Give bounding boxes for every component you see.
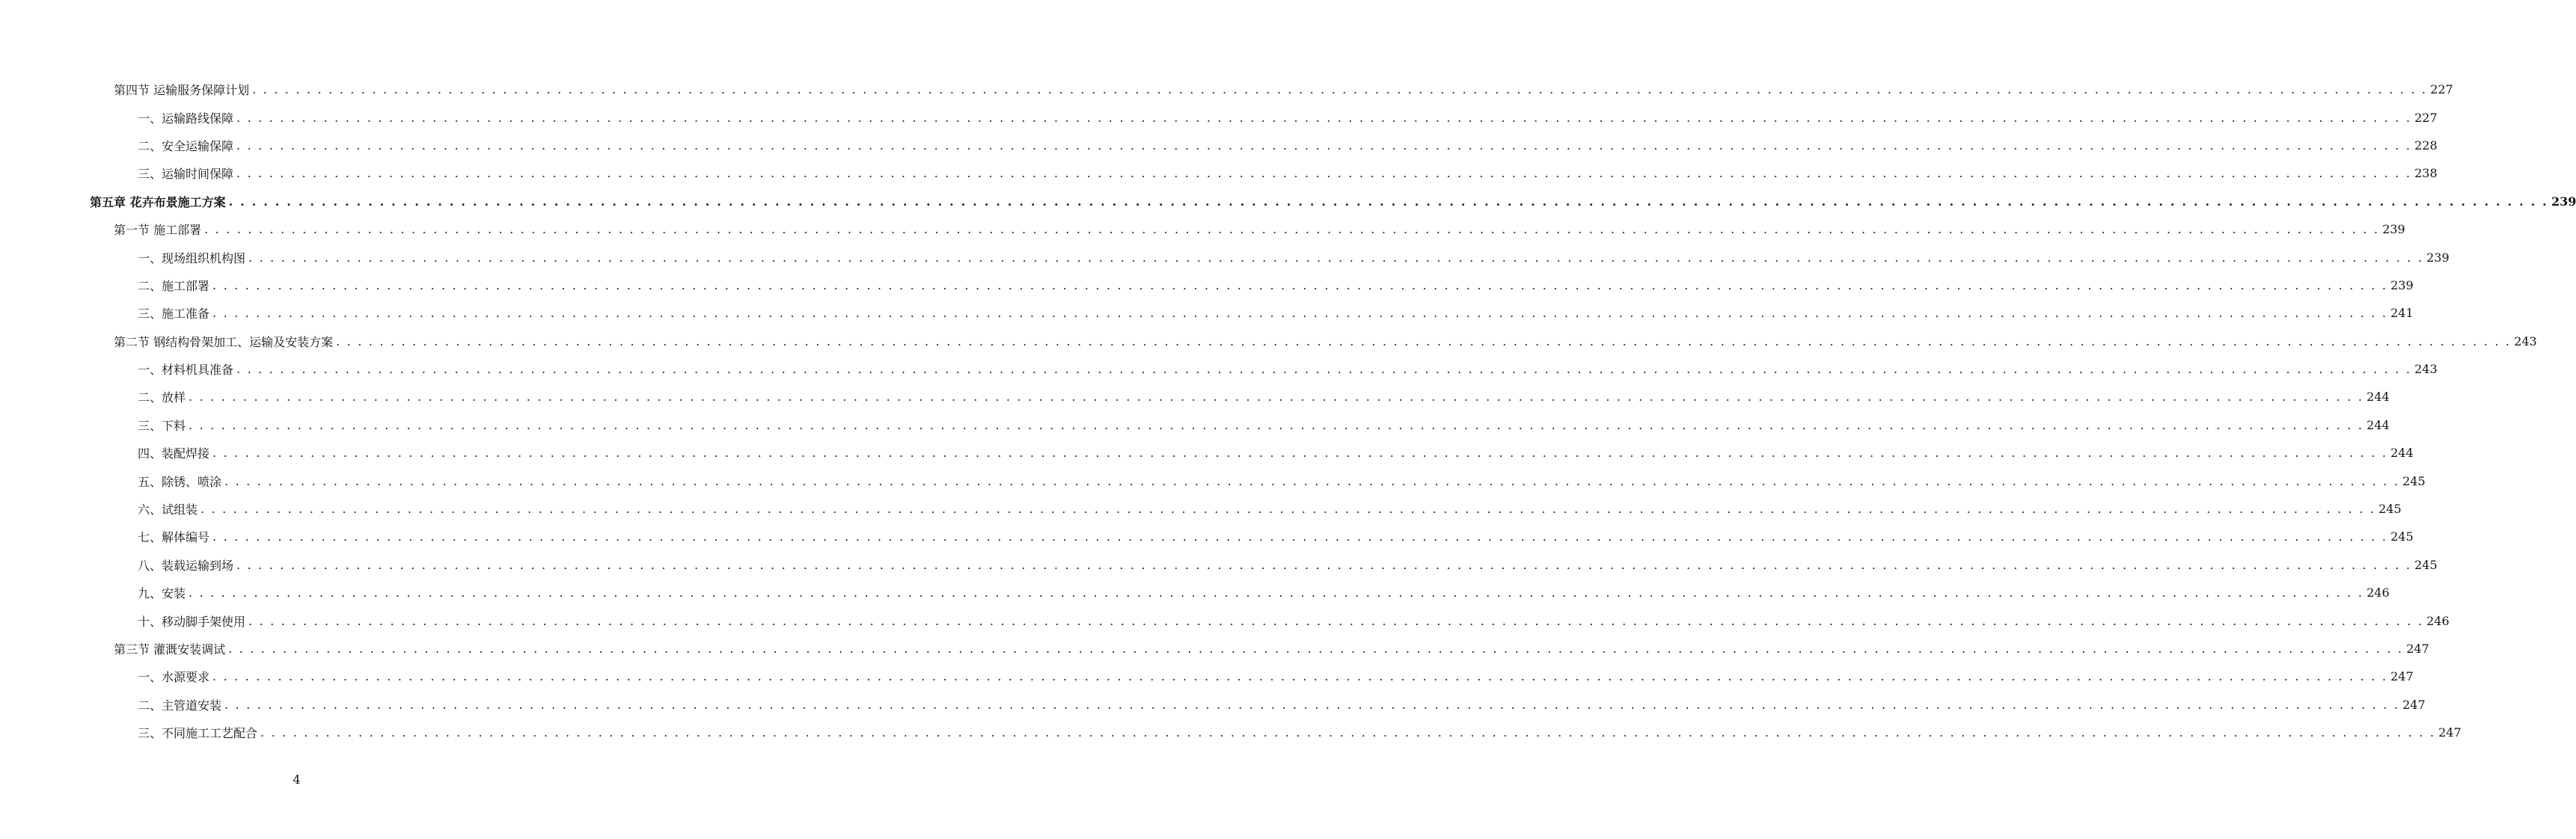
- toc-entry-item[interactable]: [0, 103, 2438, 131]
- toc-entry-item[interactable]: [0, 579, 2390, 606]
- toc-dot-leader: . . . . . . . . . . . . . . . . . . . . . . . . . . . . . . . . . . . . . . . . . . . . . . . . . . . . . . . . . . . . . . . . . . . . . . . . . . . . . . . . . . . . . . . . . . . . . . . . . . . . . . . . . . . . . . . . . . . . . . . . . . . . . . . . . . . . . . . . . . . . . . . . . . . . . . . . . . . . . . . . . . . . . . . . . . . . . . . . . . . . . . . . . . . . . . . . . . . . . . . .: [336, 334, 2512, 348]
- toc-entry-title: 三、运输时间保障: [138, 167, 234, 182]
- toc-entry-page: 244: [2367, 390, 2390, 405]
- toc-entry-item[interactable]: [0, 159, 2438, 187]
- toc-entry-title: 一、材料机具准备: [138, 363, 234, 378]
- toc-entry-page: 245: [2402, 473, 2426, 488]
- toc-entry-item[interactable]: [0, 719, 2462, 746]
- toc-entry-page: 243: [2514, 334, 2537, 348]
- toc-entry-page: 227: [2430, 82, 2453, 97]
- toc-entry-title: 七、解体编号: [138, 530, 210, 545]
- toc-entry-chapter[interactable]: [0, 188, 2576, 215]
- toc-entry-section[interactable]: [0, 215, 2405, 243]
- toc-entry-section[interactable]: [0, 635, 2429, 663]
- toc-dot-leader: . . . . . . . . . . . . . . . . . . . . . . . . . . . . . . . . . . . . . . . . . . . . . . . . . . . . . . . . . . . . . . . . . . . . . . . . . . . . . . . . . . . . . . . . . . . . . . . . . . . . . . . . . . . . . . . . . . . . . . . . . . . . . . . . . . . . . . . . . . . . . . . . . . . . . . . . . . . . . . . . . . . . . . . . . . . . . . . . . . . . . . . . . . . . . . . . . . . . . . . .: [204, 222, 2380, 237]
- toc-entry-title: 十、移动脚手架使用: [138, 614, 246, 629]
- toc-entry-page: 247: [2402, 697, 2426, 712]
- toc-entry-page: 247: [2390, 669, 2414, 684]
- toc-dot-leader: . . . . . . . . . . . . . . . . . . . . . . . . . . . . . . . . . . . . . . . . . . . . . . . . . . . . . . . . . . . . . . . . . . . . . . . . . . . . . . . . . . . . . . . . . . . . . . . . . . . . . . . . . . . . . . . . . . . . . . . . . . . . . . . . . . . . . . . . . . . . . . . . . . . . . . . . . . . . . . . . . . . . . . . . . . . . . . . . . . . . . . . . . . . . . . . . . . . . . . . .: [189, 390, 2364, 405]
- toc-entry-item[interactable]: [0, 271, 2414, 299]
- toc-entry-title: 一、水源要求: [138, 670, 210, 685]
- toc-dot-leader: . . . . . . . . . . . . . . . . . . . . . . . . . . . . . . . . . . . . . . . . . . . . . . . . . . . . . . . . . . . . . . . . . . . . . . . . . . . . . . . . . . . . . . . . . . . . . . . . . . . . . . . . . . . . . . . . . . . . . . . . . . . . . . . . . . . . . . . . . . . . . . . . . . . . . . . . . . . . . . . . . . . . . . . . . . . . . . . . . . . . . . . . . . . . . . . . . . . . . . . .: [212, 446, 2388, 461]
- toc-dot-leader: . . . . . . . . . . . . . . . . . . . . . . . . . . . . . . . . . . . . . . . . . . . . . . . . . . . . . . . . . . . . . . . . . . . . . . . . . . . . . . . . . . . . . . . . . . . . . . . . . . . . . . . . . . . . . . . . . . . . . . . . . . . . . . . . . . . . . . . . . . . . . . . . . . . . . . . . . . . . . . . . . . . . . . . . . . . . . . . . . . . . . . . . . . . . . . . . . . . . . . . .: [236, 166, 2412, 181]
- toc-entry-title: 二、主管道安装: [138, 698, 222, 713]
- toc-entry-item[interactable]: [0, 355, 2438, 383]
- toc-entry-title: 三、施工准备: [138, 307, 210, 322]
- toc-entry-title: 二、安全运输保障: [138, 138, 234, 153]
- toc-entry-page: 239: [2390, 277, 2414, 292]
- toc-dot-leader: . . . . . . . . . . . . . . . . . . . . . . . . . . . . . . . . . . . . . . . . . . . . . . . . . . . . . . . . . . . . . . . . . . . . . . . . . . . . . . . . . . . . . . . . . . . . . . . . . . . . . . . . . . . . . . . . . . . . . . . . . . . . . . . . . . . . . . . . . . . . . . . . . . . . . . . . . . . . . . . . . . . . . . . . . . . . . . . . . . . . . . . . . . . . . . . . . . . . . . . .: [201, 502, 2376, 517]
- toc-entry-title: 一、运输路线保障: [138, 111, 234, 126]
- toc-entry-item[interactable]: [0, 132, 2438, 159]
- toc-entry-page: 247: [2406, 642, 2429, 656]
- toc-entry-page: 245: [2414, 557, 2438, 572]
- toc-dot-leader: . . . . . . . . . . . . . . . . . . . . . . . . . . . . . . . . . . . . . . . . . . . . . . . . . . . . . . . . . . . . . . . . . . . . . . . . . . . . . . . . . . . . . . . . . . . . . . . . . . . . . . . . . . . . . . . . . . . . . . . . . . . . . . . . . . . . . . . . . . . . . . . . . . . . . . . . . . . . . . . . . . . . . . . . . . . . . . . . . . . . . . . . . . . . . . . . . . . . . . . .: [236, 138, 2412, 153]
- toc-entry-item[interactable]: [0, 495, 2402, 523]
- toc-entry-title: 八、装载运输到场: [138, 558, 234, 573]
- toc-dot-leader: . . . . . . . . . . . . . . . . . . . . . . . . . . . . . . . . . . . . . . . . . . . . . . . . . . . . . . . . . . . . . . . . . . . . . . . . . . . . . . . . . . . . . . . . . . . . . . . . . . . . . . . . . . . . . . . . . . . . . . . . . . . . . . . . . . . . . . . . . . . . . . . . . . . . . . . . . . . . . . . . . . . . . . . . . . . . . . . . . . . . . . . . . . . . . . . . . . . . . . . .: [212, 277, 2388, 292]
- toc-entry-page: 246: [2367, 586, 2390, 600]
- toc-dot-leader: . . . . . . . . . . . . . . . . . . . . . . . . . . . . . . . . . . . . . . . . . . . . . . . . . . . . . . . . . . . . . . . . . . . . . . . . . . . . . . . . . . . . . . . . . . . . . . . . . . . . . . . . . . . . . . . . . . . . . . . . . . . . . . . . . . . . . . . . . . . . . . . . . . . . . . . . . . . . . . . . . . . . . . . . . . . . . . . . . . . . . . . . . . . . . . . . . . . . . . . .: [252, 82, 2428, 97]
- toc-entry-page: 244: [2367, 417, 2390, 432]
- toc-entry-title: 四、装配焊接: [138, 446, 210, 461]
- toc-dot-leader: . . . . . . . . . . . . . . . . . . . . . . . . . . . . . . . . . . . . . . . . . . . . . . . . . . . . . . . . . . . . . . . . . . . . . . . . . . . . . . . . . . . . . . . . . . . . . . . . . . . . . . . . . . . . . . . . . . . . . . . . . . . . . . . . . . . . . . . . . . . . . . . . . . . . . . . . . . . . . . . . . . . . . . . . . . . . . . . . . . . . . . . . . . . . . . . . . . . . . . . .: [224, 473, 2400, 488]
- toc-entry-title: 六、试组装: [138, 503, 198, 517]
- toc-entry-page: 241: [2390, 306, 2414, 321]
- toc-entry-title: 五、除锈、喷涂: [138, 474, 222, 489]
- toc-entry-section[interactable]: [0, 328, 2537, 355]
- toc-entry-page: 227: [2414, 110, 2438, 125]
- toc-dot-leader: . . . . . . . . . . . . . . . . . . . . . . . . . . . . . . . . . . . . . . . . . . . . . . . . . . . . . . . . . . . . . . . . . . . . . . . . . . . . . . . . . . . . . . . . . . . . . . . . . . . . . . . . . . . . . . . . . . . . . . . . . . . . . . . . . . . . . . . . . . . . . . . . . . . . . . . . . . . . . . . . . . . . . . . . . . . . . . . . . . . . . . . . . . . . . . . . . . . . . . . .: [224, 697, 2400, 712]
- toc-entry-item[interactable]: [0, 523, 2414, 550]
- toc-entry-item[interactable]: [0, 691, 2426, 719]
- toc-entry-title: 二、施工部署: [138, 278, 210, 293]
- toc-entry-title: 三、不同施工工艺配合: [138, 726, 258, 741]
- toc-dot-leader: . . . . . . . . . . . . . . . . . . . . . . . . . . . . . . . . . . . . . . . . . . . . . . . . . . . . . . . . . . . . . . . . . . . . . . . . . . . . . . . . . . . . . . . . . . . . . . . . . . . . . . . . . . . . . . . . . . . . . . . . . . . . . . . . . . . . . . . . . . . . . . . . . . . . . . . . . . . . . . . . . . . . . . . . . . . . . . . . . . . . . . . . . . . . . . . . . . . . . . . .: [236, 110, 2412, 125]
- toc-entry-title: 一、现场组织机构图: [138, 251, 246, 265]
- toc-entry-item[interactable]: [0, 467, 2426, 494]
- toc-entry-title: 二、放样: [138, 390, 186, 405]
- toc-entry-title: 第三节 灌溉安装调试: [114, 642, 226, 657]
- toc-dot-leader: . . . . . . . . . . . . . . . . . . . . . . . . . . . . . . . . . . . . . . . . . . . . . . . . . . . . . . . . . . . . . . . . . . . . . . . . . . . . . . . . . . . . . . . . . . . . . . . . . . . . . . . . . . . . . . . . . . . . . . . . . . . . . . . . . . . . . . . . . . . . . . . . . . . . . . . . . . . . . . . . . . . . . . . . . . . . . . . . . . . . . . . . . . . . . . . . . . . . . . . .: [260, 725, 2436, 740]
- toc-entry-page: 245: [2390, 529, 2414, 544]
- toc-dot-leader: . . . . . . . . . . . . . . . . . . . . . . . . . . . . . . . . . . . . . . . . . . . . . . . . . . . . . . . . . . . . . . . . . . . . . . . . . . . . . . . . . . . . . . . . . . . . . . . . . . . . . . . . . . . . . . . . . . . . . . . . . . . . . . . . . . . . . . . . . . . . . . . . . . . . . . . . . . . . . . . . . . . . . . . . . . . . . . . . . . . . . . . . . . . . . . . . . . . . . . . .: [248, 613, 2424, 628]
- toc-dot-leader: . . . . . . . . . . . . . . . . . . . . . . . . . . . . . . . . . . . . . . . . . . . . . . . . . . . . . . . . . . . . . . . . . . . . . . . . . . . . . . . . . . . . . . . . . . . . . . . . . . . . . . . . . . . . . . . . . . . . . . . . . . . . . . . . . . . . . . . . . . . . . . . . . . . . . . . . . . . . . . . . . . . . . . . . . . . . . . . . . . . . . . . . . . . . . . . . . . . . . . . .: [189, 586, 2364, 600]
- toc-entry-page: 246: [2426, 613, 2450, 628]
- toc-dot-leader: . . . . . . . . . . . . . . . . . . . . . . . . . . . . . . . . . . . . . . . . . . . . . . . . . . . . . . . . . . . . . . . . . . . . . . . . . . . . . . . . . . . . . . . . . . . . . . . . . . . . . . . . . . . . . . . . . . . . . . . . . . . . . . . . . . . . . . . . . . . . . . . . . . . . . . . . . . . . . . . . . . . . . . . . . . . . . . . . . . . . . . . . . . . . . . . . . . . . . . . .: [212, 529, 2388, 544]
- toc-entry-page: 244: [2390, 446, 2414, 461]
- toc-entry-item[interactable]: [0, 439, 2414, 467]
- toc-dot-leader: . . . . . . . . . . . . . . . . . . . . . . . . . . . . . . . . . . . . . . . . . . . . . . . . . . . . . . . . . . . . . . . . . . . . . . . . . . . . . . . . . . . . . . . . . . . . . . . . . . . . . . . . . . . . . . . . . . . . . . . . . . . . . . . . . . . . . . . . . . . . . . . . . . . . . . . . . . . . . . . . . . . . . . . . . . . . . . . . . . . . . . . . . . . . . . . . . . . . . . . .: [228, 642, 2404, 656]
- toc-entry-item[interactable]: [0, 663, 2414, 690]
- toc-entry-item[interactable]: [0, 243, 2450, 271]
- toc-dot-leader: . . . . . . . . . . . . . . . . . . . . . . . . . . . . . . . . . . . . . . . . . . . . . . . . . . . . . . . . . . . . . . . . . . . . . . . . . . . . . . . . . . . . . . . . . . . . . . . . . . . . . . . . . . . . . . . . . . . . . . . . . . . . . . . . . . . . . . . . . . . . . . . . . . . . . . . . . . . . . . . . . . . . . . . . . . . . . . . . . . . . . . . . . . . . . . . . . . . . . . . .: [236, 362, 2412, 377]
- toc-entry-item[interactable]: [0, 383, 2390, 411]
- table-of-contents: [0, 76, 2576, 746]
- toc-entry-page: 239: [2426, 250, 2450, 265]
- toc-entry-page: 239: [2382, 222, 2405, 237]
- toc-entry-title: 三、下料: [138, 418, 186, 433]
- toc-entry-page: 239: [2551, 194, 2576, 209]
- toc-entry-item[interactable]: [0, 411, 2390, 439]
- toc-entry-page: 247: [2438, 725, 2462, 740]
- toc-dot-leader: . . . . . . . . . . . . . . . . . . . . . . . . . . . . . . . . . . . . . . . . . . . . . . . . . . . . . . . . . . . . . . . . . . . . . . . . . . . . . . . . . . . . . . . . . . . . . . . . . . . . . . . . . . . . . . . . . . . . . . . . . . . . . . . . . . . . . . . . . . . . . . . . . . . . . . . . . . . . . . . . . . . . . . . . . . . . . . . . . . . . . . . . . . . . . . . . . . . . . . . .: [212, 306, 2388, 321]
- toc-entry-title: 九、安装: [138, 586, 186, 601]
- toc-entry-item[interactable]: [0, 551, 2438, 579]
- toc-entry-title: 第二节 钢结构骨架加工、运输及安装方案: [114, 334, 334, 349]
- toc-entry-page: 245: [2378, 502, 2402, 517]
- toc-dot-leader: . . . . . . . . . . . . . . . . . . . . . . . . . . . . . . . . . . . . . . . . . . . . . . . . . . . . . . . . . . . . . . . . . . . . . . . . . . . . . . . . . . . . . . . . . . . . . . . . . . . . . . . . . . . . . . . . . . . . . . . . . . . . . . . . . . . . . . . . . . . . . . . . . . . . . . . . . . . . . . . . . . . . . . . . . . . . . . . . . . . . . . . . . . . . . . . . . . . . . . . .: [236, 557, 2412, 572]
- toc-entry-item[interactable]: [0, 606, 2450, 634]
- toc-entry-page: 228: [2414, 138, 2438, 153]
- toc-entry-section[interactable]: [0, 76, 2453, 103]
- toc-entry-page: 238: [2414, 166, 2438, 181]
- toc-entry-title: 第五章 花卉布景施工方案: [90, 194, 226, 209]
- toc-dot-leader: . . . . . . . . . . . . . . . . . . . . . . . . . . . . . . . . . . . . . . . . . . . . . . . . . . . . . . . . . . . . . . . . . . . . . . . . . . . . . . . . . . . . . . . . . . . . . . . . . . . . . . . . . . . . . . . . . . . . . . . . . . . . . . . . . . . . . . . . . . . . . . . . . . . . . . . . . . . . . . . . . . . . . . . . . . . . . . . . . . . . . . . . . . . . . . . . . . . . . . . .: [212, 669, 2388, 684]
- toc-entry-title: 第一节 施工部署: [114, 223, 202, 238]
- toc-entry-page: 243: [2414, 362, 2438, 377]
- page-number: 4: [293, 772, 301, 787]
- toc-dot-leader: . . . . . . . . . . . . . . . . . . . . . . . . . . . . . . . . . . . . . . . . . . . . . . . . . . . . . . . . . . . . . . . . . . . . . . . . . . . . . . . . . . . . . . . . . . . . . . . . . . . . . . . . . . . . . . . . . . . . . . . . . . . . . . . . . . . . . . . . . . . . . . . . . . . . . . . . . . . . . . . . . . . . . . . . . . . . . . . . . . . . . . . . . . . . . . . . . . . . . . . .: [228, 194, 2548, 209]
- toc-dot-leader: . . . . . . . . . . . . . . . . . . . . . . . . . . . . . . . . . . . . . . . . . . . . . . . . . . . . . . . . . . . . . . . . . . . . . . . . . . . . . . . . . . . . . . . . . . . . . . . . . . . . . . . . . . . . . . . . . . . . . . . . . . . . . . . . . . . . . . . . . . . . . . . . . . . . . . . . . . . . . . . . . . . . . . . . . . . . . . . . . . . . . . . . . . . . . . . . . . . . . . . .: [189, 417, 2364, 432]
- toc-entry-title: 第四节 运输服务保障计划: [114, 83, 250, 98]
- toc-entry-item[interactable]: [0, 299, 2414, 327]
- toc-dot-leader: . . . . . . . . . . . . . . . . . . . . . . . . . . . . . . . . . . . . . . . . . . . . . . . . . . . . . . . . . . . . . . . . . . . . . . . . . . . . . . . . . . . . . . . . . . . . . . . . . . . . . . . . . . . . . . . . . . . . . . . . . . . . . . . . . . . . . . . . . . . . . . . . . . . . . . . . . . . . . . . . . . . . . . . . . . . . . . . . . . . . . . . . . . . . . . . . . . . . . . . .: [248, 250, 2424, 265]
